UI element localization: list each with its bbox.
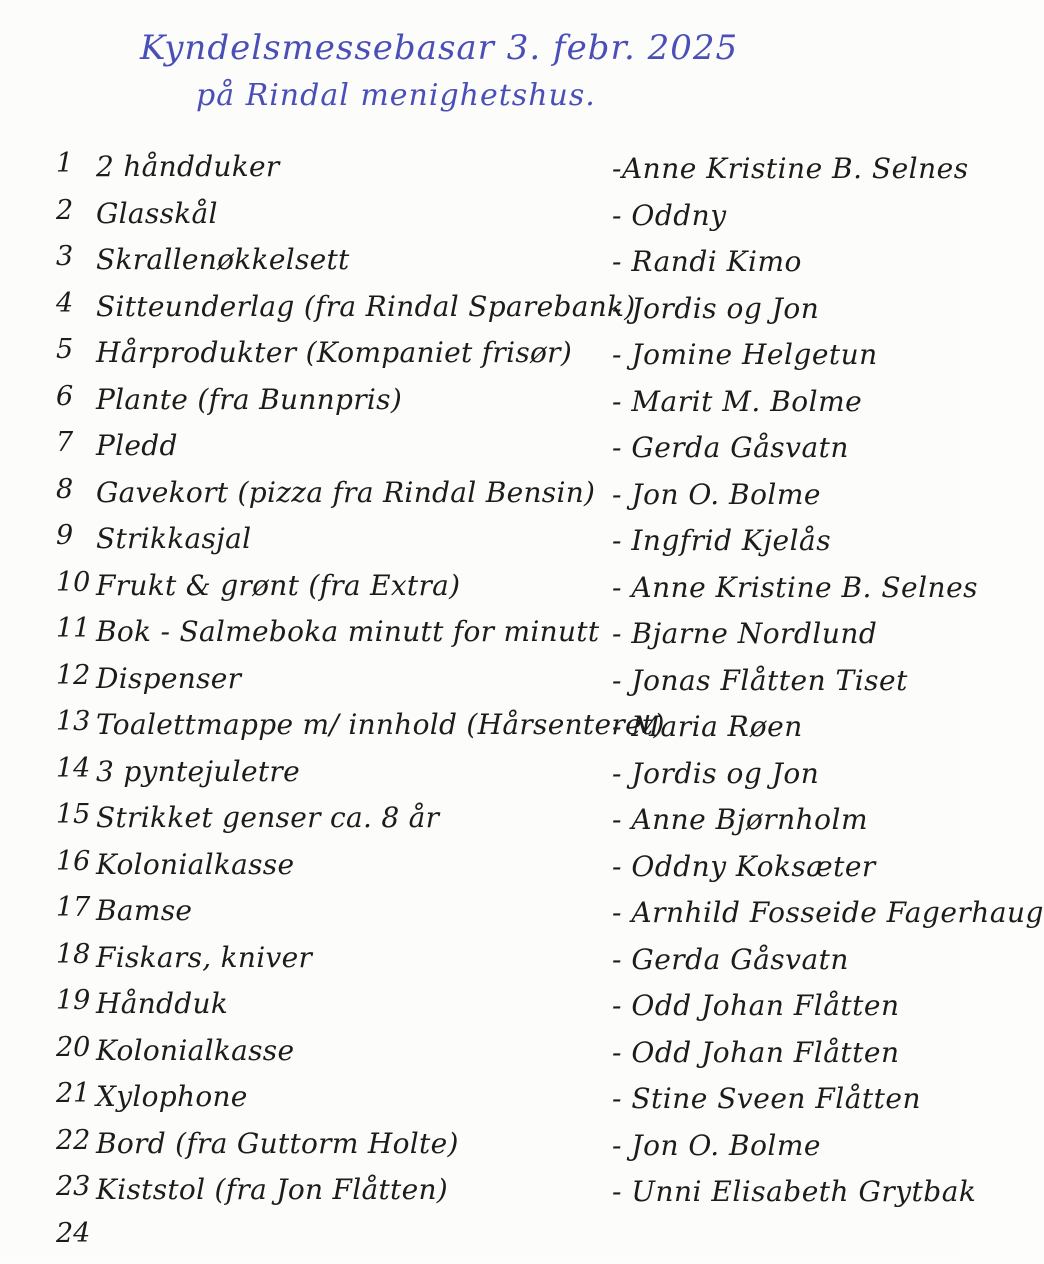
- list-item: [0, 1218, 960, 1264]
- list-item: [0, 567, 960, 614]
- entry-number: 3: [56, 241, 94, 272]
- list-item: [0, 939, 960, 986]
- entry-item: 3 pyntejuletre: [96, 755, 601, 788]
- entry-item: 2 håndduker: [96, 150, 601, 183]
- entry-item: Bamse: [96, 894, 601, 927]
- entry-donor: - Jordis og Jon: [612, 292, 972, 325]
- entry-item: Skrallenøkkelsett: [96, 243, 601, 276]
- entry-donor: - Jordis og Jon: [612, 757, 972, 790]
- list-item: [0, 381, 960, 428]
- entry-donor: - Anne Kristine B. Selnes: [612, 571, 972, 604]
- entry-item: Xylophone: [96, 1080, 601, 1113]
- list-item: [0, 660, 960, 707]
- entry-item: Bok - Salmeboka minutt for minutt: [96, 615, 601, 648]
- entry-item: Bord (fra Guttorm Holte): [96, 1127, 601, 1160]
- entry-donor: - Odd Johan Flåtten: [612, 989, 972, 1022]
- entry-item: Håndduk: [96, 987, 601, 1020]
- list-item: [0, 1078, 960, 1125]
- entry-item: Glasskål: [96, 197, 601, 230]
- entry-donor: - Anne Bjørnholm: [612, 803, 972, 836]
- entry-number: 4: [56, 288, 94, 319]
- entry-donor: - Jonas Flåtten Tiset: [612, 664, 972, 697]
- entry-item: Hårprodukter (Kompaniet frisør): [96, 336, 601, 369]
- entry-number: 1: [56, 148, 94, 179]
- list-item: [0, 1032, 960, 1079]
- entry-donor: - Maria Røen: [612, 710, 972, 743]
- entry-item: Fiskars, kniver: [96, 941, 601, 974]
- entry-number: 21: [56, 1078, 94, 1109]
- list-item: [0, 148, 960, 195]
- entry-number: 6: [56, 381, 94, 412]
- entry-number: 23: [56, 1171, 94, 1202]
- entry-number: 5: [56, 334, 94, 365]
- entry-item: Frukt & grønt (fra Extra): [96, 569, 601, 602]
- entry-number: 20: [56, 1032, 94, 1063]
- entry-item: Sitteunderlag (fra Rindal Sparebank): [96, 290, 601, 323]
- list-item: [0, 241, 960, 288]
- entry-number: 22: [56, 1125, 94, 1156]
- entry-list: [0, 148, 960, 1264]
- entry-donor: - Unni Elisabeth Grytbak: [612, 1175, 972, 1208]
- entry-donor: - Oddny: [612, 199, 972, 232]
- entry-donor: - Gerda Gåsvatn: [612, 431, 972, 464]
- entry-item: Toalettmappe m/ innhold (Hårsenteret): [96, 708, 601, 741]
- list-item: [0, 846, 960, 893]
- entry-item: Kolonialkasse: [96, 1034, 601, 1067]
- entry-donor: -Anne Kristine B. Selnes: [612, 152, 972, 185]
- entry-donor: - Ingfrid Kjelås: [612, 524, 972, 557]
- list-item: [0, 706, 960, 753]
- entry-donor: - Arnhild Fosseide Fagerhaug: [612, 896, 972, 929]
- entry-item: Kiststol (fra Jon Flåtten): [96, 1173, 601, 1206]
- entry-number: 13: [56, 706, 94, 737]
- entry-number: 19: [56, 985, 94, 1016]
- entry-number: 9: [56, 520, 94, 551]
- entry-item: Kolonialkasse: [96, 848, 601, 881]
- entry-donor: - Bjarne Nordlund: [612, 617, 972, 650]
- entry-donor: - Jon O. Bolme: [612, 1129, 972, 1162]
- list-item: [0, 753, 960, 800]
- entry-number: 17: [56, 892, 94, 923]
- entry-number: 2: [56, 195, 94, 226]
- list-item: [0, 799, 960, 846]
- entry-number: 24: [56, 1218, 94, 1249]
- list-item: [0, 427, 960, 474]
- list-item: [0, 985, 960, 1032]
- entry-number: 7: [56, 427, 94, 458]
- page-title: Kyndelsmessebasar 3. febr. 2025: [140, 28, 738, 68]
- entry-item: Strikket genser ca. 8 år: [96, 801, 601, 834]
- list-item: [0, 474, 960, 521]
- entry-donor: - Stine Sveen Flåtten: [612, 1082, 972, 1115]
- entry-donor: - Gerda Gåsvatn: [612, 943, 972, 976]
- entry-item: Dispenser: [96, 662, 601, 695]
- entry-donor: - Jon O. Bolme: [612, 478, 972, 511]
- list-item: [0, 288, 960, 335]
- entry-number: 16: [56, 846, 94, 877]
- page-subtitle: på Rindal menighetshus.: [196, 78, 596, 113]
- entry-item: Strikkasjal: [96, 522, 601, 555]
- entry-item: Plante (fra Bunnpris): [96, 383, 601, 416]
- entry-number: 11: [56, 613, 94, 644]
- entry-donor: - Oddny Koksæter: [612, 850, 972, 883]
- list-item: [0, 1125, 960, 1172]
- list-item: [0, 892, 960, 939]
- entry-item: Pledd: [96, 429, 601, 462]
- list-item: [0, 334, 960, 381]
- list-item: [0, 195, 960, 242]
- entry-number: 18: [56, 939, 94, 970]
- list-item: [0, 613, 960, 660]
- entry-number: 8: [56, 474, 94, 505]
- list-item: [0, 520, 960, 567]
- entry-number: 15: [56, 799, 94, 830]
- entry-donor: - Marit M. Bolme: [612, 385, 972, 418]
- entry-number: 14: [56, 753, 94, 784]
- entry-number: 10: [56, 567, 94, 598]
- entry-item: Gavekort (pizza fra Rindal Bensin): [96, 476, 601, 509]
- entry-donor: - Odd Johan Flåtten: [612, 1036, 972, 1069]
- list-item: [0, 1171, 960, 1218]
- entry-number: 12: [56, 660, 94, 691]
- entry-donor: - Randi Kimo: [612, 245, 972, 278]
- entry-donor: - Jomine Helgetun: [612, 338, 972, 371]
